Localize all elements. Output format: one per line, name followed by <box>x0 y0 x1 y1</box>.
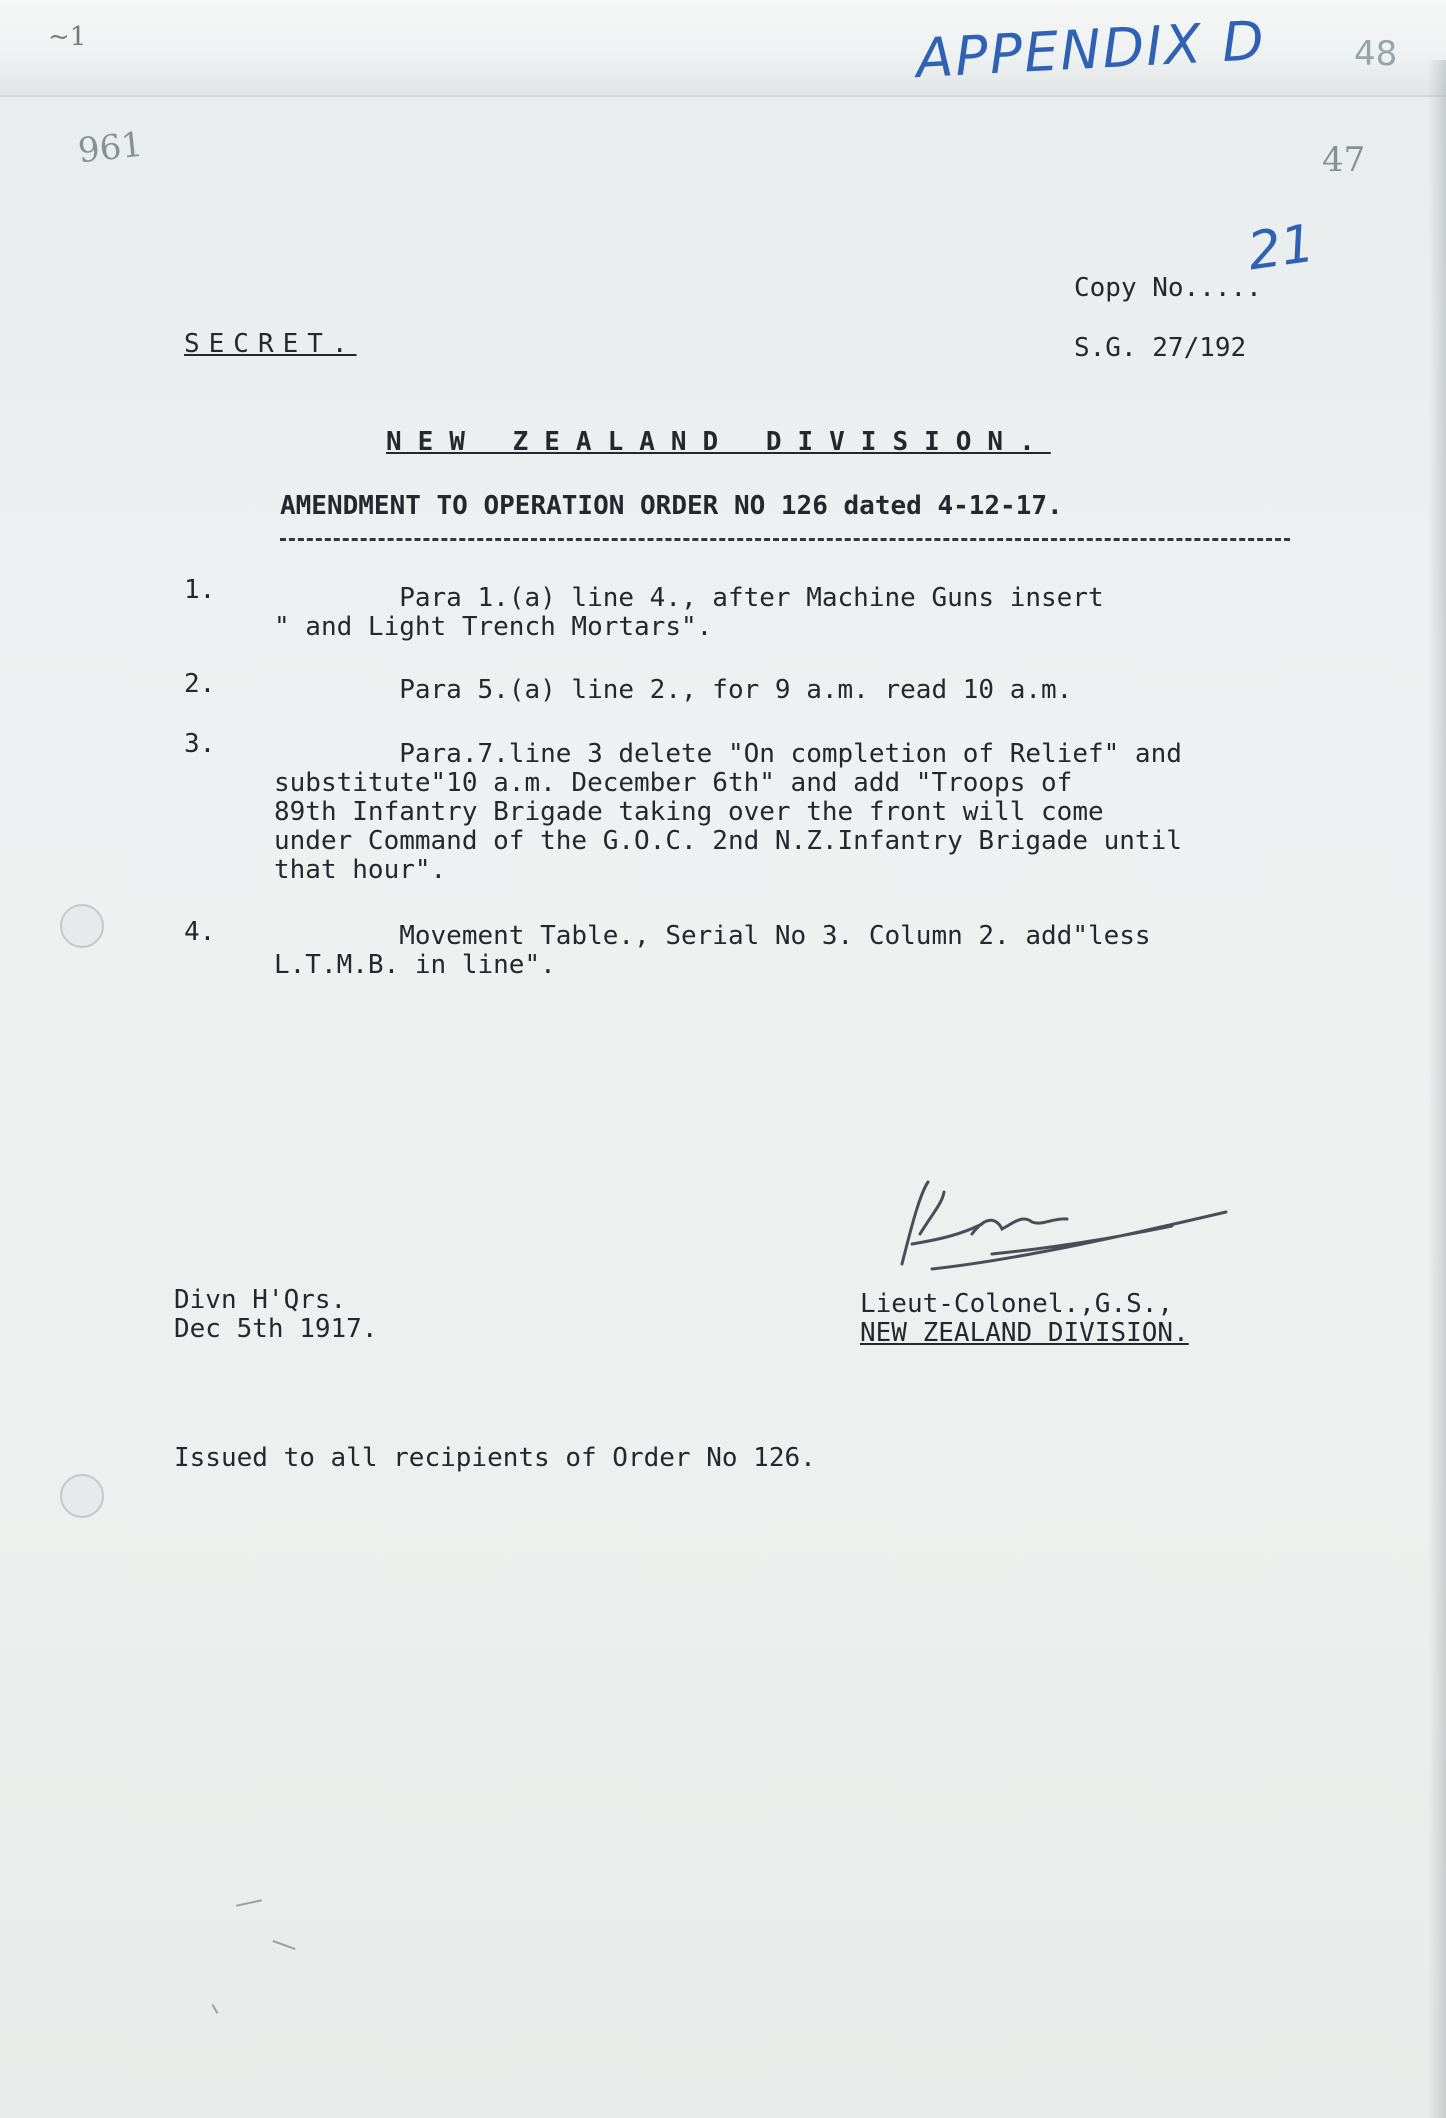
page-edge-shadow <box>1428 60 1446 2118</box>
top-pencil-scrawl: ~1 <box>48 22 87 52</box>
amendment-title: AMENDMENT TO OPERATION ORDER NO 126 dated 4-12-17. <box>280 491 1063 521</box>
paragraph-text-1: Para 1.(a) line 4., after Machine Guns insert " and Light Trench Mortars". <box>274 583 1104 642</box>
paragraph-text-2: Para 5.(a) line 2., for 9 a.m. read 10 a.m. <box>274 675 1073 705</box>
handwritten-signature <box>872 1174 1232 1284</box>
punch-hole-lower <box>60 1474 104 1518</box>
page-number: 47 <box>1322 140 1366 180</box>
hq-label: Divn H'Qrs. <box>174 1285 347 1315</box>
issue-date: Dec 5th 1917. <box>174 1314 378 1344</box>
paragraph-number-4: 4. <box>184 917 216 947</box>
classification-secret: SECRET. <box>184 329 357 359</box>
signatory-rank: Lieut-Colonel.,G.S., <box>860 1289 1174 1319</box>
signature-block <box>860 1290 1189 1348</box>
copy-number-label: Copy No..... <box>1074 273 1262 303</box>
paragraph-text-3: Para.7.line 3 delete "On completion of Relief" and substitute"10 a.m. December 6th" and add "Troops of 89th Infantry Brigade taking over the front will come under Command of the G.O.C. 2nd N.Z.Infantry Brigade until that hour". <box>274 739 1182 885</box>
dashed-rule <box>280 538 1290 541</box>
hq-and-date <box>174 1286 378 1344</box>
paragraph-text-4: Movement Table., Serial No 3. Column 2. add"less L.T.M.B. in line". <box>274 921 1151 980</box>
division-heading: NEW ZEALAND DIVISION. <box>386 427 1051 457</box>
copy-number-handwritten: 21 <box>1244 213 1319 283</box>
paragraph-number-2: 2. <box>184 669 216 699</box>
punch-hole-upper <box>60 904 104 948</box>
paragraph-number-1: 1. <box>184 575 216 605</box>
distribution-note: Issued to all recipients of Order No 126. <box>174 1443 816 1473</box>
appendix-page-mark: 48 <box>1354 34 1398 74</box>
faint-mark <box>272 1940 295 1950</box>
signatory-unit: NEW ZEALAND DIVISION. <box>860 1318 1189 1348</box>
faint-mark <box>236 1899 262 1906</box>
appendix-annotation: APPENDIX D <box>914 8 1268 91</box>
reference-number: S.G. 27/192 <box>1074 333 1247 363</box>
faint-mark <box>212 2004 219 2014</box>
archive-number: 961 <box>76 124 145 172</box>
paragraph-number-3: 3. <box>184 729 216 759</box>
